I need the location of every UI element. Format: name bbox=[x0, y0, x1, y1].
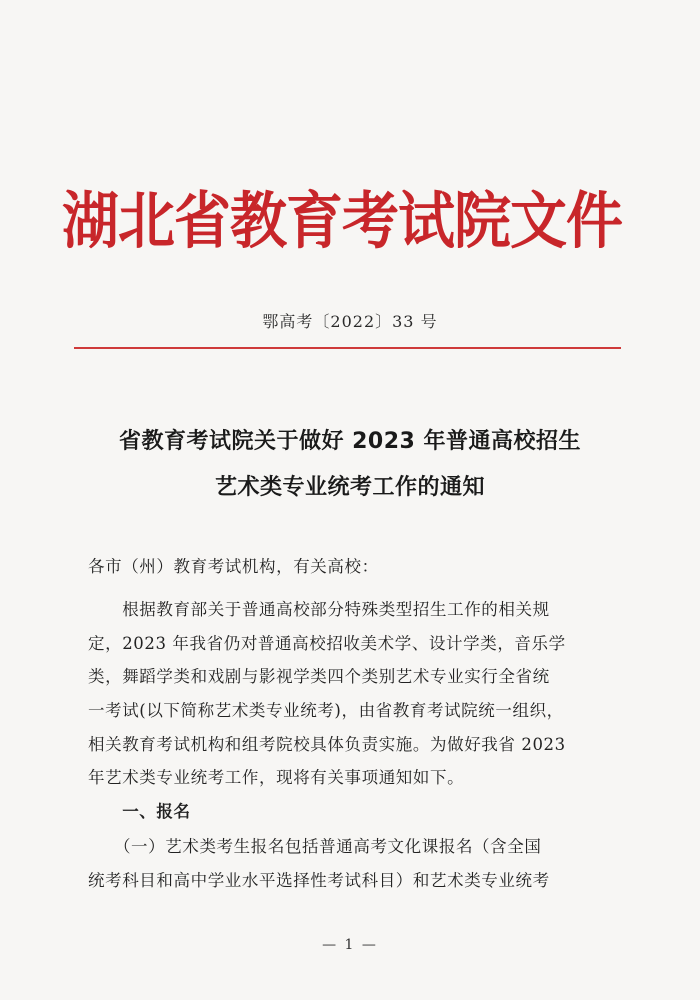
red-divider-line bbox=[74, 347, 621, 349]
body-line: 一考试(以下简称艺术类专业统考)，由省教育考试院统一组织， bbox=[88, 701, 564, 720]
body-line: 类，舞蹈学类和戏剧与影视学类四个类别艺术专业实行全省统 bbox=[88, 667, 550, 686]
section-heading-registration: 一、报名 bbox=[88, 802, 191, 821]
notice-title-line-2: 艺术类专业统考工作的通知 bbox=[214, 475, 485, 500]
masthead-title: 湖北省教育考试院文件 bbox=[62, 186, 622, 258]
notice-title-line-1: 省教育考试院关于做好 2023 年普通高校招生 bbox=[118, 429, 582, 454]
body-line: 统考科目和高中学业水平选择性考试科目）和艺术类专业统考 bbox=[88, 871, 550, 890]
body-line: 年艺术类专业统考工作，现将有关事项通知如下。 bbox=[88, 768, 465, 787]
body-line: 相关教育考试机构和组考院校具体负责实施。为做好我省 2023 bbox=[88, 735, 566, 754]
page-number: — 1 — bbox=[322, 937, 378, 953]
document-number: 鄂高考〔2022〕33 号 bbox=[262, 312, 438, 331]
body-line: （一）艺术类考生报名包括普通高考文化课报名（含全国 bbox=[88, 837, 542, 856]
body-line: 定，2023 年我省仍对普通高校招收美术学、设计学类，音乐学 bbox=[88, 634, 566, 653]
salutation: 各市（州）教育考试机构，有关高校： bbox=[88, 557, 379, 576]
body-line: 根据教育部关于普通高校部分特殊类型招生工作的相关规 bbox=[88, 600, 550, 619]
